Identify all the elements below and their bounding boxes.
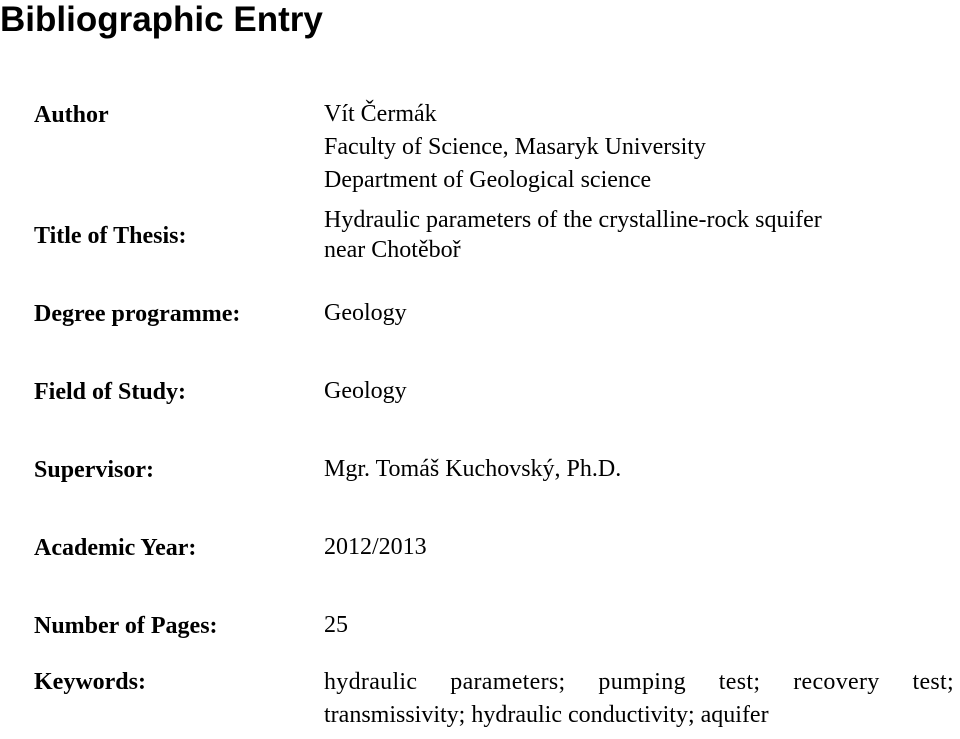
author-details — [324, 98, 706, 197]
thesis-title-line-2: near Chotěboř — [324, 237, 461, 263]
number-of-pages-label: Number of Pages: — [34, 613, 218, 639]
supervisor-label: Supervisor: — [34, 457, 154, 483]
degree-programme-label: Degree programme: — [34, 301, 241, 327]
supervisor-value: Mgr. Tomáš Kuchovský, Ph.D. — [324, 456, 622, 482]
author-department: Department of Geological science — [324, 167, 652, 193]
author-faculty: Faculty of Science, Masaryk University — [324, 134, 706, 160]
author-label: Author — [34, 102, 109, 128]
academic-year-value: 2012/2013 — [324, 534, 427, 560]
keywords-line-2: transmissivity; hydraulic conductivity; aquifer — [324, 702, 769, 728]
academic-year-label: Academic Year: — [34, 535, 197, 561]
number-of-pages-value: 25 — [324, 612, 348, 638]
keywords-label: Keywords: — [34, 669, 146, 695]
field-of-study-label: Field of Study: — [34, 379, 187, 405]
author-name: Vít Čermák — [324, 101, 437, 127]
keywords-line-1: hydraulic parameters; pumping test; recovery test; — [324, 669, 954, 695]
keywords-value — [324, 666, 954, 732]
degree-programme-value: Geology — [324, 300, 407, 326]
field-of-study-value: Geology — [324, 378, 407, 404]
thesis-title-value — [324, 205, 822, 265]
page-title: Bibliographic Entry — [0, 0, 323, 39]
thesis-title-label: Title of Thesis: — [34, 223, 187, 249]
thesis-title-line-1: Hydraulic parameters of the crystalline-rock squifer — [324, 207, 822, 233]
